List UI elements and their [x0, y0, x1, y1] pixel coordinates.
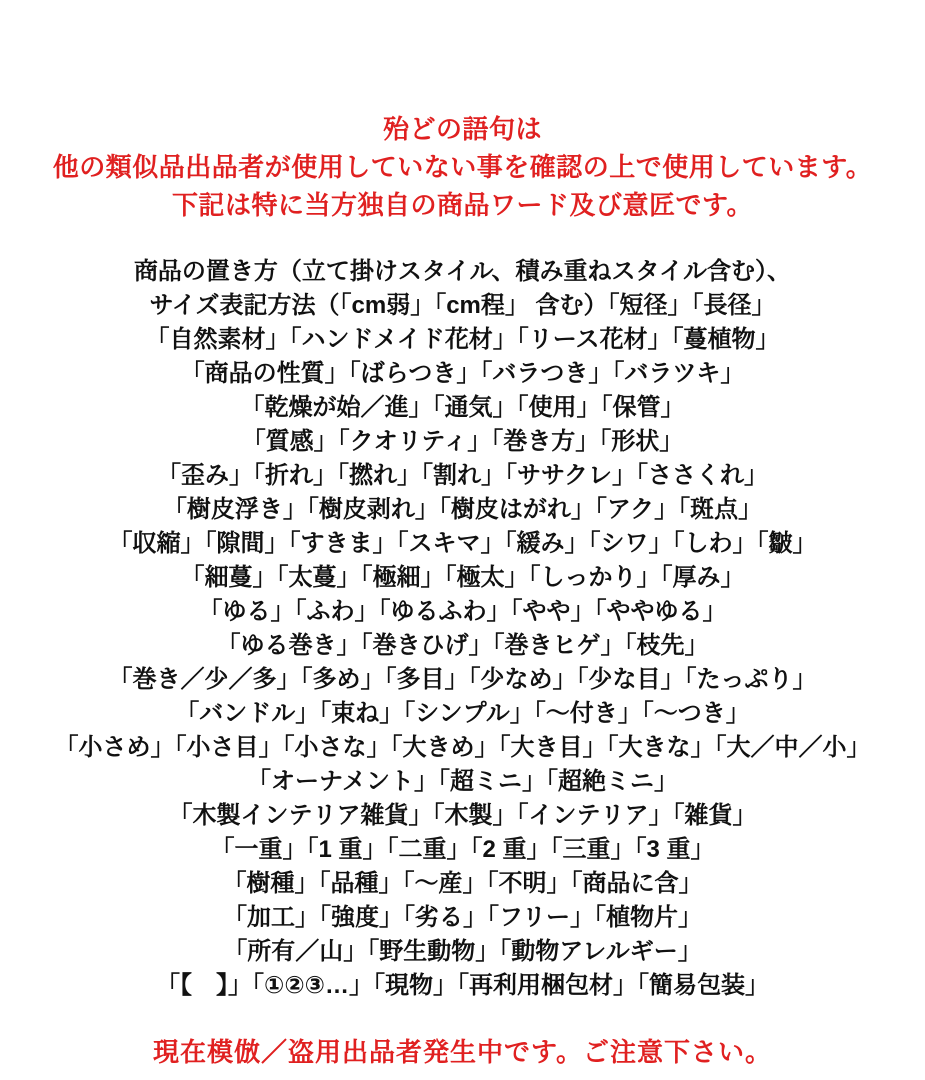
word-list-line: 「一重」「1 重」「二重」「2 重」「三重」「3 重」	[210, 836, 715, 863]
word-list-line: 「商品の性質」「ばらつき」「バラつき」「バラツキ」	[180, 360, 745, 387]
word-list-line: 「乾燥が始／進」「通気」「使用」「保管」	[240, 394, 685, 421]
header-notice	[0, 110, 925, 224]
header-line: 殆どの語句は	[382, 114, 542, 144]
word-list-line: 「樹種」「品種」「～産」「不明」「商品に含」	[222, 870, 703, 897]
word-list-line: サイズ表記方法（「cm弱」「cm程」 含む）「短径」「長径」	[149, 292, 776, 319]
word-list-line: 「木製インテリア雑貨」「木製」「インテリア」「雑貨」	[168, 802, 757, 829]
word-list-line: 商品の置き方（立て掛けスタイル、積み重ねスタイル含む）、	[133, 258, 792, 285]
word-list-line: 「小さめ」「小さ目」「小さな」「大きめ」「大き目」「大きな」「大／中／小」	[54, 734, 871, 761]
header-line: 下記は特に当方独自の商品ワード及び意匠です。	[172, 190, 753, 220]
word-list-line: 「【 】」「①②③…」「現物」「再利用梱包材」「簡易包装」	[156, 972, 769, 999]
footer-warning: 現在模倣／盗用出品者発生中です。ご注意下さい。	[153, 1037, 772, 1067]
word-list-line: 「所有／山」「野生動物」「動物アレルギー」	[223, 938, 702, 965]
word-list-line: 「自然素材」「ハンドメイド花材」「リース花材」「蔓植物」	[145, 326, 780, 353]
word-list-line: 「細蔓」「太蔓」「極細」「極太」「しっかり」「厚み」	[180, 564, 745, 591]
word-list-line: 「ゆる巻き」「巻きひげ」「巻きヒゲ」「枝先」	[216, 632, 709, 659]
word-list-line: 「収縮」「隙間」「すきま」「スキマ」「緩み」「シワ」「しわ」「皺」	[108, 530, 817, 557]
word-list-line: 「歪み」「折れ」「撚れ」「割れ」「ササクレ」「ささくれ」	[156, 462, 769, 489]
word-list-line: 「加工」「強度」「劣る」「フリー」「植物片」	[222, 904, 703, 931]
word-list-line: 「ゆる」「ふわ」「ゆるふわ」「やや」「ややゆる」	[198, 598, 727, 625]
word-list-line: 「樹皮浮き」「樹皮剥れ」「樹皮はがれ」「アク」「斑点」	[162, 496, 763, 523]
word-list-line: 「オーナメント」「超ミニ」「超絶ミニ」	[246, 768, 679, 795]
word-list	[0, 255, 925, 1003]
word-list-line: 「巻き／少／多」「多め」「多目」「少なめ」「少な目」「たっぷり」	[108, 666, 817, 693]
header-line: 他の類似品出品者が使用していない事を確認の上で使用しています。	[52, 152, 873, 182]
word-list-line: 「バンドル」「束ね」「シンプル」「～付き」「～つき」	[175, 700, 750, 727]
word-list-line: 「質感」「クオリティ」「巻き方」「形状」	[241, 428, 684, 455]
